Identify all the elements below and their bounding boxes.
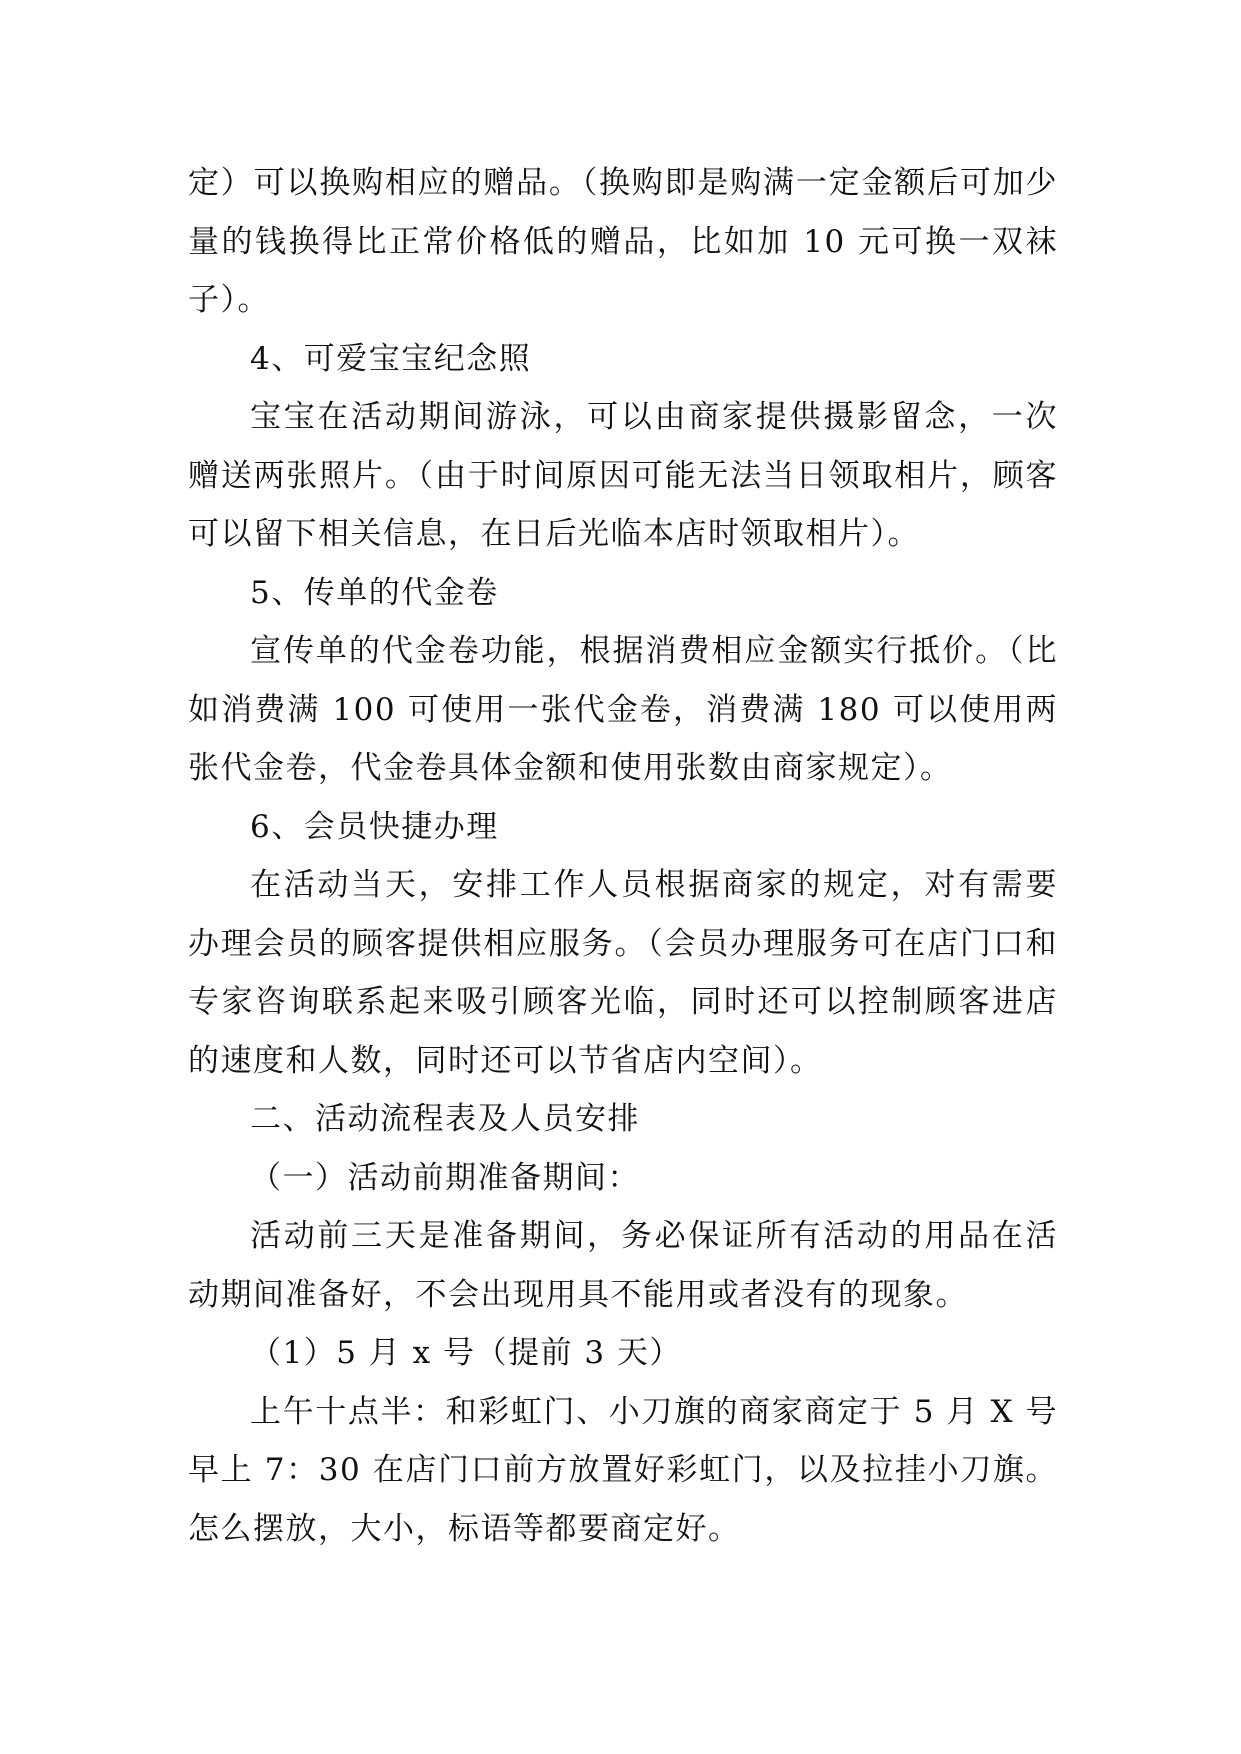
subsection-heading-preparation: （一）活动前期准备期间： [250,1159,640,1196]
paragraph: 上午十点半：和彩虹门、小刀旗的商家商定于 5 月 X 号早上 7：30 在店门口前方放置好彩虹门，以及拉挂小刀旗。怎么摆放，大小，标语等都要商定好。 [188,1393,1058,1547]
section-heading-voucher: 5、传单的代金卷 [250,574,499,611]
paragraph-continued: 定）可以换购相应的赠品。（换购即是购满一定金额后可加少量的钱换得比正常价格低的赠品，比如加 10 元可换一双袜子）。 [188,165,1058,318]
section-heading-membership: 6、会员快捷办理 [250,808,499,845]
paragraph: 宝宝在活动期间游泳，可以由商家提供摄影留念，一次赠送两张照片。（由于时间原因可能无法当日领取相片，顾客可以留下相关信息，在日后光临本店时领取相片）。 [188,399,1058,552]
paragraph: 在活动当天，安排工作人员根据商家的规定，对有需要办理会员的顾客提供相应服务。（会员办理服务可在店门口和专家咨询联系起来吸引顾客光临，同时还可以控制顾客进店的速度和人数，同时还可以节省店内空间）。 [188,867,1058,1079]
paragraph: 活动前三天是准备期间，务必保证所有活动的用品在活动期间准备好，不会出现用具不能用或者没有的现象。 [188,1218,1058,1313]
section-heading-baby-photo: 4、可爱宝宝纪念照 [250,340,532,377]
section-heading-schedule: 二、活动流程表及人员安排 [250,1101,640,1137]
paragraph: 宣传单的代金卷功能，根据消费相应金额实行抵价。（比如消费满 100 可使用一张代金卷，消费满 180 可以使用两张代金卷，代金卷具体金额和使用张数由商家规定）。 [188,633,1058,786]
document-body [188,154,1058,1558]
subsection-heading-day: （1）5 月 x 号（提前 3 天） [250,1335,682,1371]
